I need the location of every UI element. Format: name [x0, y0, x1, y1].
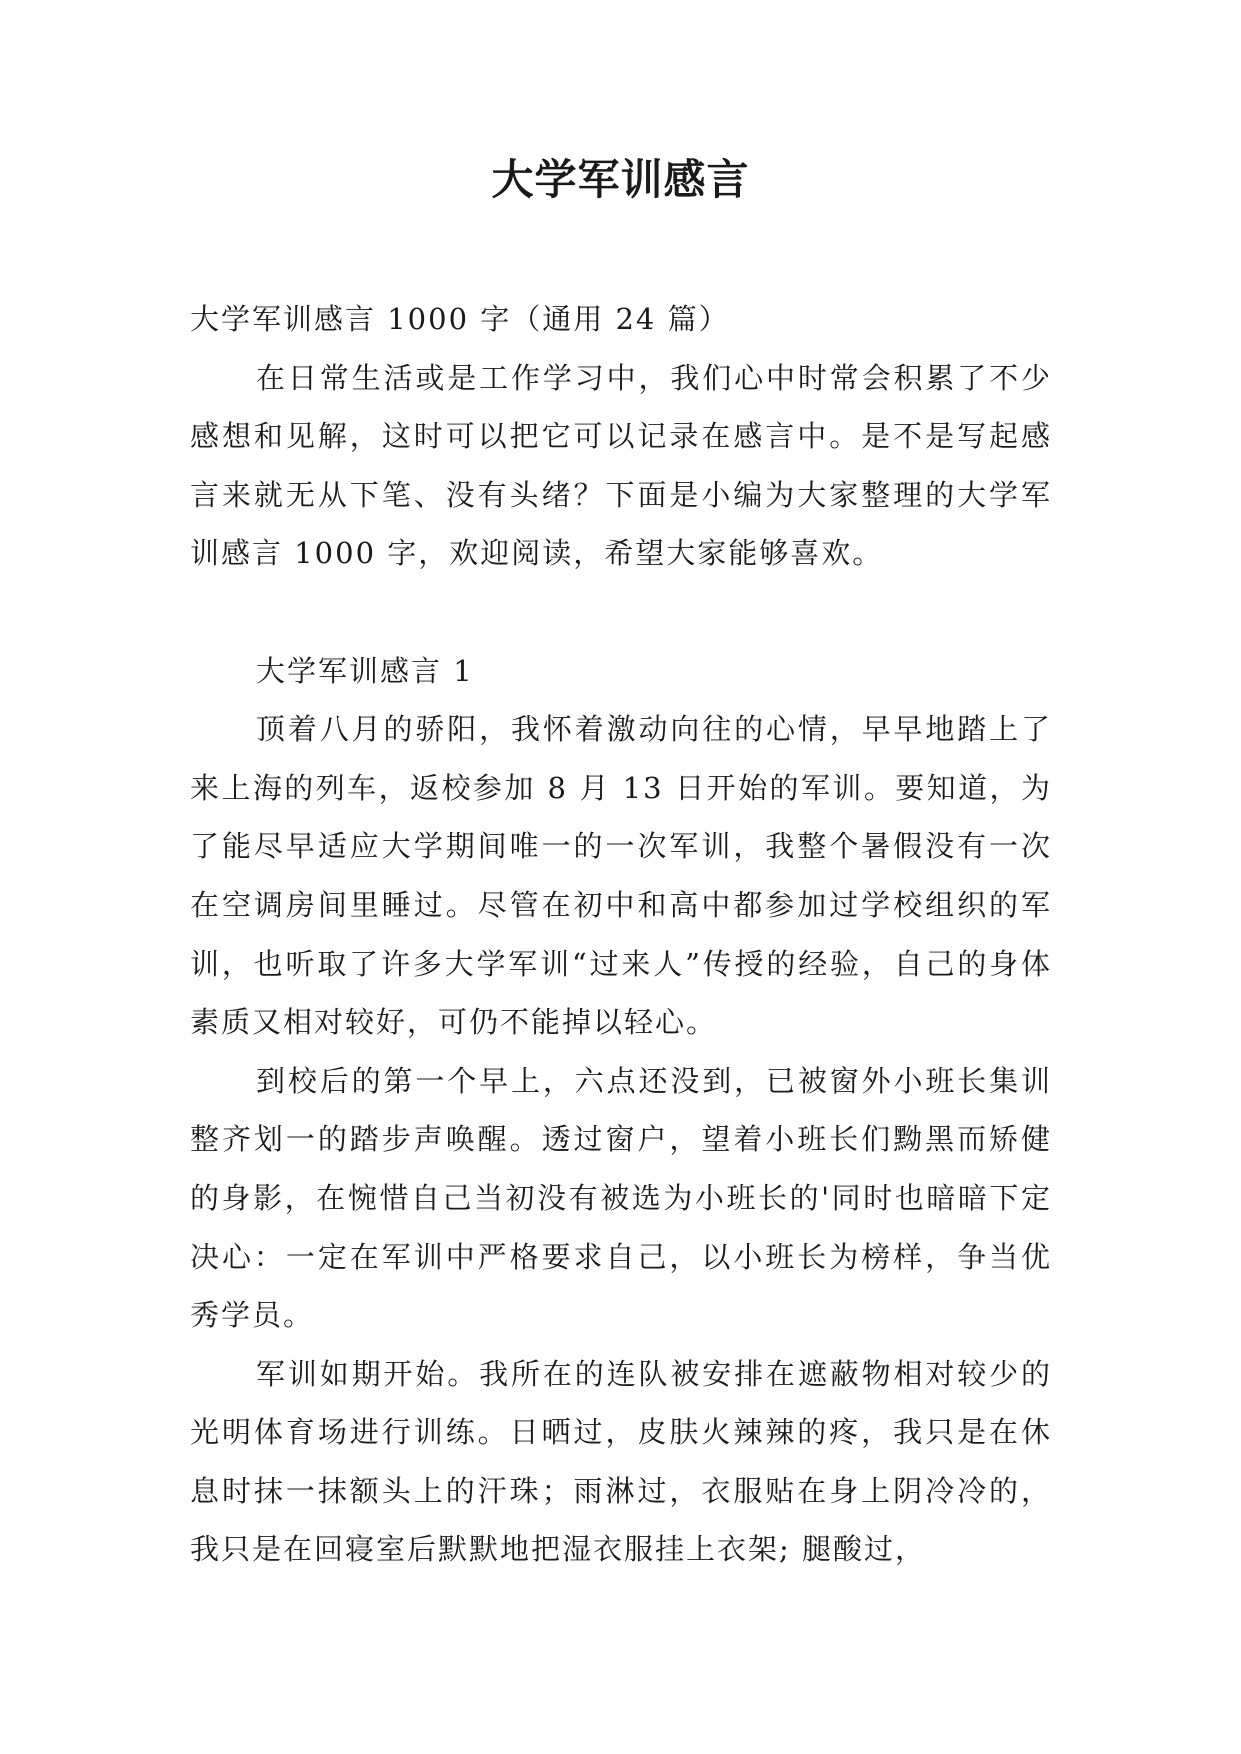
section-heading: 大学军训感言 1 [256, 653, 474, 688]
document-body [190, 290, 1052, 1579]
document-subtitle: 大学军训感言 1000 字（通用 24 篇） [190, 302, 730, 336]
body-paragraph: 军训如期开始。我所在的连队被安排在遮蔽物相对较少的光明体育场进行训练。日晒过，皮肤火辣辣的疼，我只是在休息时抹一抹额头上的汗珠；雨淋过，衣服贴在身上阴冷冷的，我只是在回寝室后默默地把湿衣服挂上衣架; 腿酸过， [190, 1356, 1052, 1567]
document-title: 大学军训感言 [491, 155, 750, 204]
body-paragraph: 顶着八月的骄阳，我怀着激动向往的心情，早早地踏上了来上海的列车，返校参加 8 月 13 日开始的军训。要知道，为了能尽早适应大学期间唯一的一次军训，我整个暑假没有一次在空调房间里睡过。尽管在初中和高中都参加过学校组织的军训，也听取了许多大学军训“过来人”传授的经验，自己的身体素质又相对较好，可仍不能掉以轻心。 [190, 712, 1052, 1040]
blank-line [190, 583, 1052, 642]
intro-paragraph: 在日常生活或是工作学习中，我们心中时常会积累了不少感想和见解，这时可以把它可以记录在感言中。是不是写起感言来就无从下笔、没有头绪？下面是小编为大家整理的大学军训感言 1000 字，欢迎阅读，希望大家能够喜欢。 [190, 360, 1052, 571]
body-paragraph: 到校后的第一个早上，六点还没到，已被窗外小班长集训整齐划一的踏步声唤醒。透过窗户，望着小班长们黝黑而矫健的身影，在惋惜自己当初没有被选为小班长的'同时也暗暗下定决心：一定在军训中严格要求自己，以小班长为榜样，争当优秀学员。 [190, 1063, 1052, 1333]
